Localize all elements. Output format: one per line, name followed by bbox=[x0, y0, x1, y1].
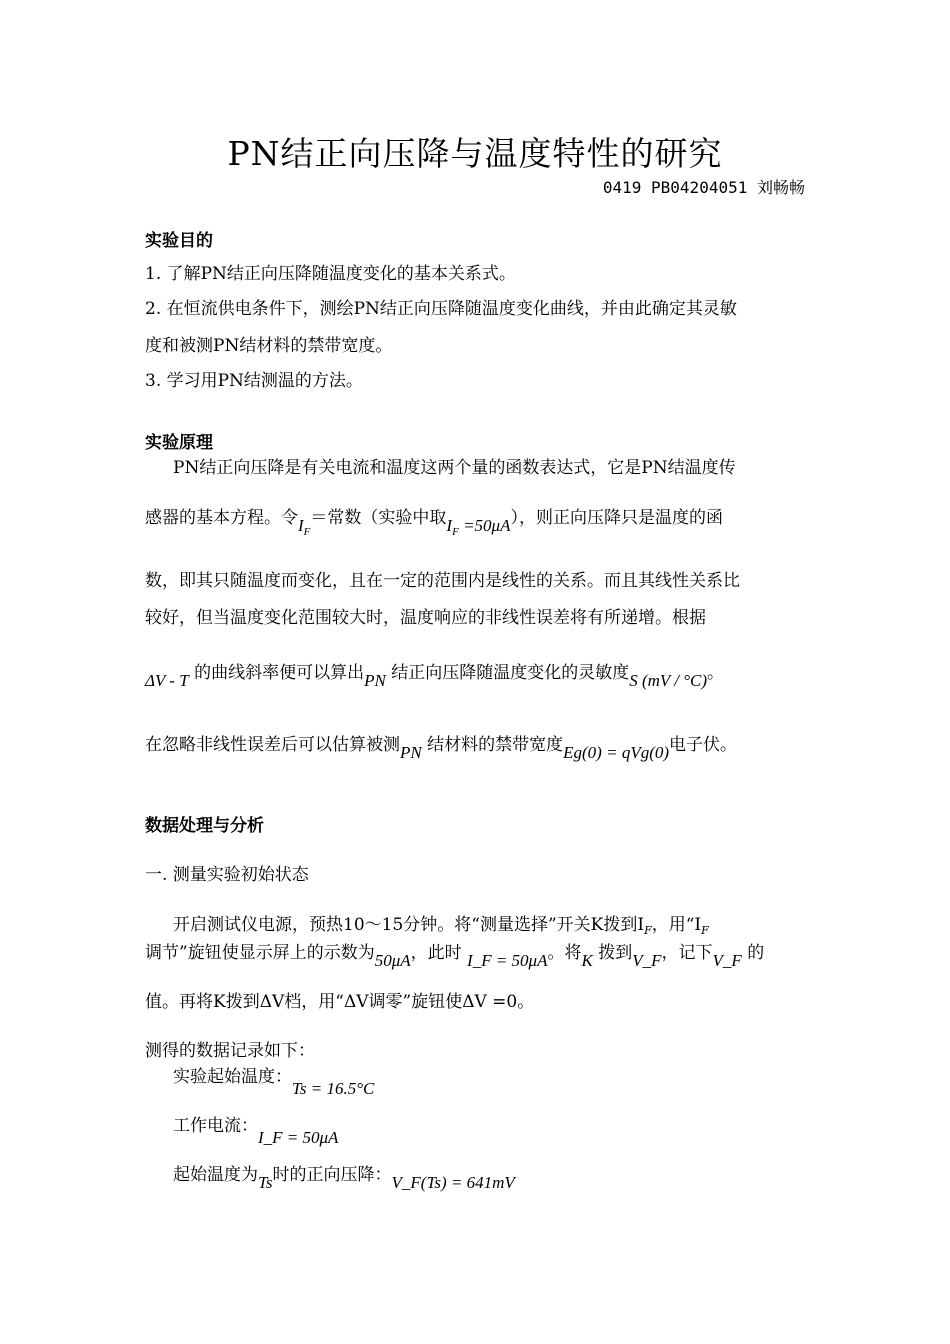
text-run: ，用“I bbox=[651, 915, 702, 935]
analysis-record-label: 测得的数据记录如下： bbox=[145, 1041, 315, 1061]
formula-if-subscript: F bbox=[452, 526, 459, 538]
text-run: ，此时 bbox=[410, 943, 462, 963]
principle-para-3: 数，即其只随温度而变化，且在一定的范围内是线性的关系。而且其线性关系比 bbox=[145, 571, 740, 591]
analysis-subheading-1: 一. 测量实验初始状态 bbox=[145, 865, 309, 885]
vf-row bbox=[173, 1160, 515, 1192]
formula-if-symbol: I bbox=[298, 516, 304, 535]
formula-if-value bbox=[446, 516, 511, 538]
formula-bandgap: Eg(0) = qVg(0) bbox=[563, 743, 670, 762]
text-run: ），则正向压降只是温度的函 bbox=[510, 508, 723, 528]
current-row bbox=[173, 1111, 339, 1147]
formula-ts: Ts bbox=[258, 1173, 273, 1192]
current-value: I_F = 50μA bbox=[258, 1128, 339, 1147]
start-temp-label: 实验起始温度： bbox=[173, 1067, 292, 1087]
vf-label-b: 时的正向压降： bbox=[272, 1165, 392, 1185]
formula-pn: PN bbox=[364, 671, 386, 690]
purpose-item-2a: 2. 在恒流供电条件下，测绘PN结正向压降随温度变化曲线，并由此确定其灵敏 bbox=[145, 299, 737, 319]
page-title: PN结正向压降与温度特性的研究 bbox=[227, 134, 723, 173]
text-run: 感器的基本方程。令 bbox=[145, 508, 298, 528]
text-run: 。将 bbox=[547, 943, 582, 963]
formula-dv-t: ΔV - T bbox=[145, 671, 189, 690]
formula-if-subscript: F bbox=[303, 526, 311, 538]
formula-if bbox=[298, 516, 311, 538]
formula-vf: V_F bbox=[632, 951, 662, 970]
vf-label-a: 起始温度为 bbox=[173, 1165, 258, 1185]
text-run: 电子伏。 bbox=[669, 735, 738, 755]
subscript-f: F bbox=[701, 924, 709, 937]
section-heading-purpose: 实验目的 bbox=[145, 231, 213, 251]
text-run: 结材料的禁带宽度 bbox=[427, 735, 564, 755]
text-run: ＝常数（实验中取 bbox=[310, 508, 447, 528]
text-run: 拨到 bbox=[598, 943, 633, 963]
analysis-para-1 bbox=[173, 910, 709, 937]
purpose-item-3: 3. 学习用PN结测温的方法。 bbox=[145, 371, 363, 391]
formula-if-symbol: I bbox=[446, 516, 453, 535]
principle-para-1: PN结正向压降是有关电流和温度这两个量的函数表达式，它是PN结温度传 bbox=[173, 458, 736, 478]
formula-50ua: 50μA bbox=[374, 951, 411, 970]
principle-para-4: 较好，但当温度变化范围较大时，温度响应的非线性误差将有所递增。根据 bbox=[145, 608, 706, 628]
purpose-item-2b: 度和被测PN结材料的禁带宽度。 bbox=[145, 336, 393, 356]
text-run: 的 bbox=[747, 943, 765, 963]
principle-para-5 bbox=[145, 658, 725, 690]
analysis-para-2 bbox=[145, 938, 765, 970]
vf-value: V_F(Ts) = 641mV bbox=[391, 1173, 515, 1192]
text-run: 在忽略非线性误差后可以估算被测 bbox=[145, 735, 400, 755]
start-temp-row bbox=[173, 1062, 375, 1098]
formula-if-eq: =50μA bbox=[463, 516, 511, 535]
formula-pn: PN bbox=[400, 743, 422, 762]
section-heading-analysis: 数据处理与分析 bbox=[145, 816, 264, 836]
principle-para-2 bbox=[145, 503, 723, 538]
text-run: 开启测试仪电源，预热10～15分钟。将“测量选择”开关K拨到I bbox=[173, 915, 645, 935]
formula-if-eq: I_F = 50μA bbox=[467, 951, 548, 970]
text-run: ，记下 bbox=[661, 943, 713, 963]
analysis-para-3: 值。再将K拨到ΔV档，用“ΔV调零”旋钮使ΔV =0。 bbox=[145, 992, 535, 1012]
principle-para-6 bbox=[145, 730, 738, 762]
formula-vf: V_F bbox=[712, 951, 742, 970]
purpose-item-1: 1. 了解PN结正向压降随温度变化的基本关系式。 bbox=[145, 264, 516, 284]
text-run: 。 bbox=[707, 663, 725, 683]
formula-k: K bbox=[581, 951, 593, 970]
text-run: 调节”旋钮使显示屏上的示数为 bbox=[145, 943, 375, 963]
current-label: 工作电流： bbox=[173, 1116, 258, 1136]
formula-sensitivity: S (mV / °C) bbox=[629, 671, 708, 690]
text-run: 结正向压降随温度变化的灵敏度 bbox=[391, 663, 630, 683]
start-temp-value: Ts = 16.5°C bbox=[292, 1079, 375, 1098]
subscript-f: F bbox=[644, 924, 652, 937]
author-line: 0419 PB04204051 刘畅畅 bbox=[602, 178, 805, 197]
section-heading-principle: 实验原理 bbox=[145, 433, 213, 453]
text-run: 的曲线斜率便可以算出 bbox=[194, 663, 365, 683]
